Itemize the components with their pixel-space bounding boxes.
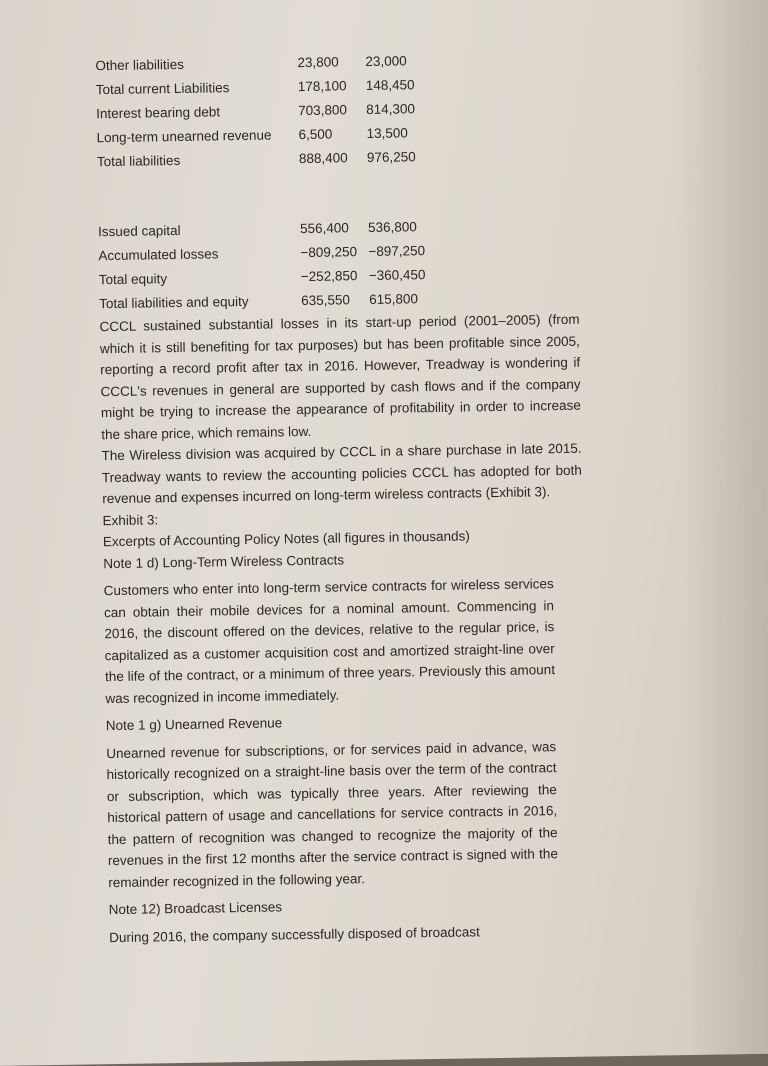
- row-value-prior: 13,500: [366, 125, 408, 142]
- row-label: Total current Liabilities: [95, 80, 230, 98]
- exhibit-label: Exhibit 3:: [102, 511, 159, 528]
- row-value-prior: 536,800: [367, 219, 417, 235]
- page-shadow: [672, 0, 768, 1055]
- page-content: [95, 47, 589, 948]
- row-value-current: −809,250: [300, 244, 358, 261]
- row-label: Total liabilities: [96, 152, 181, 170]
- row-value-prior: 615,800: [369, 291, 419, 307]
- row-label: Issued capital: [97, 222, 181, 240]
- row-value-current: −252,850: [300, 268, 358, 285]
- row-label: Total equity: [98, 271, 168, 288]
- row-label: Accumulated losses: [98, 246, 219, 264]
- excerpts-title: Excerpts of Accounting Policy Notes (all figures in thousands): [102, 528, 470, 550]
- equity-table: [98, 213, 579, 317]
- paragraph-wireless-division: The Wireless division was acquired by CCCL in a share purchase in late 2015. Treadway wants to review the accounting policies CCCL has adopted for both revenue and expenses incurred on long-term wireless contracts (Exhibit 3).: [101, 440, 582, 507]
- row-value-current: 23,800: [297, 54, 339, 71]
- row-value-current: 635,550: [301, 292, 351, 309]
- row-value-prior: 814,300: [366, 101, 416, 118]
- note-1g-title: Note 1 g) Unearned Revenue: [105, 715, 283, 734]
- note-1g-text: Unearned revenue for subscriptions, or for services paid in advance, was historically recognized on a straight-line basis over the term of the contract or subscription, which was typically three years. After reviewing the historical pattern of usage and cancellations for service contracts in 2016, the pattern of recognition was changed to recognize the majority of the revenues in the first 12 months after the service contract is signed with the remainder recognized in the following year.: [106, 738, 559, 890]
- row-label: Long-term unearned revenue: [96, 127, 272, 146]
- row-label: Other liabilities: [95, 56, 185, 74]
- liabilities-table: [95, 47, 577, 175]
- row-value-prior: −360,450: [368, 267, 426, 283]
- note-12-text: During 2016, the company successfully disposed of broadcast: [109, 923, 480, 945]
- row-value-current: 703,800: [298, 102, 348, 119]
- row-value-prior: 148,450: [365, 77, 415, 94]
- row-label: Interest bearing debt: [96, 104, 221, 122]
- row-label: Total liabilities and equity: [99, 293, 249, 312]
- row-value-current: 888,400: [298, 150, 348, 167]
- paragraph-profitability: CCCL sustained substantial losses in its start-up period (2001–2005) (from which it is still benefiting for tax purposes) but has been profitable since 2005, reporting a record profit after tax in 2016. However, Treadway is wondering if CCCL's revenues in general are supported by cash flows and if the company might be trying to increase the appearance of profitability in order to increase the share price, which remains low.: [99, 311, 581, 442]
- note-12-title: Note 12) Broadcast Licenses: [108, 899, 283, 918]
- row-value-prior: 23,000: [365, 53, 407, 70]
- row-value-prior: 976,250: [366, 149, 416, 166]
- note-1d-title: Note 1 d) Long-Term Wireless Contracts: [103, 551, 345, 571]
- row-value-current: 178,100: [297, 78, 347, 95]
- note-1d-text: Customers who enter into long-term service contracts for wireless services can obtain their mobile devices for a nominal amount. Commencing in 2016, the discount offered on the devices, relative to the regular price, is capitalized as a customer acquisition cost and amortized straight-line over the life of the contract, or a minimum of three years. Previously this amount was recognized in income immediately.: [103, 576, 556, 706]
- row-value-current: 556,400: [299, 220, 349, 237]
- row-value-prior: −897,250: [368, 243, 426, 259]
- row-value-current: 6,500: [298, 126, 333, 143]
